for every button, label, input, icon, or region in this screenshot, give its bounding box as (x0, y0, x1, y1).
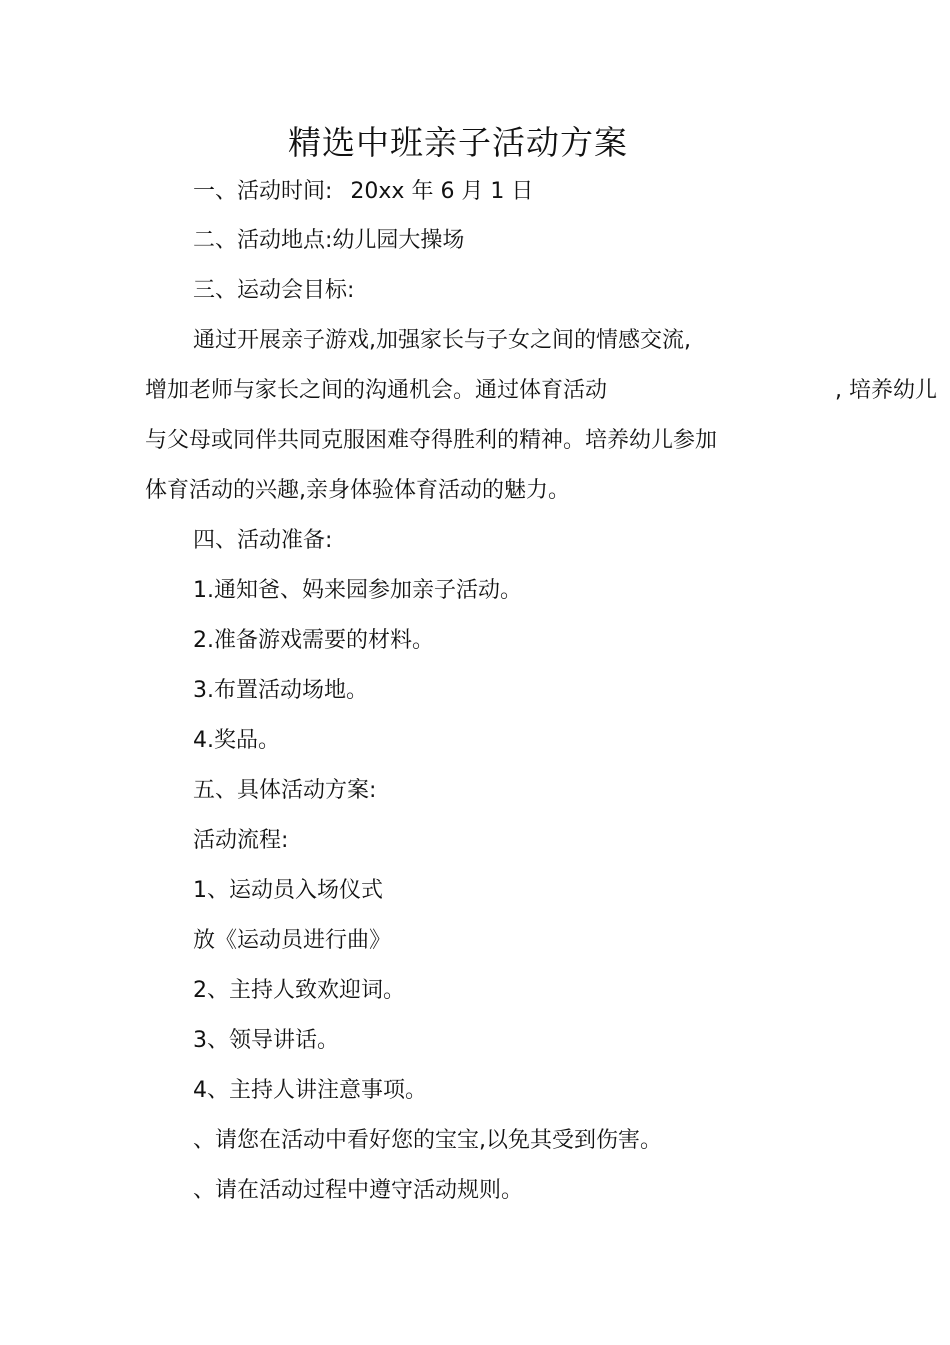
prep-item: 4.奖品。 (193, 728, 280, 753)
prep-item: 1.通知爸、妈来园参加亲子活动。 (193, 578, 522, 603)
goal-paragraph-line: 通过开展亲子游戏,加强家长与子女之间的情感交流, (193, 328, 691, 353)
goal-heading: 三、运动会目标: (193, 278, 355, 303)
document-title: 精选中班亲子活动方案 (288, 123, 628, 162)
flow-heading: 活动流程: (193, 828, 289, 853)
activity-time-label: 一、活动时间: (193, 179, 333, 204)
flow-item: 、请在活动过程中遵守活动规则。 (193, 1178, 524, 1203)
flow-item: 4、主持人讲注意事项。 (193, 1078, 427, 1103)
prep-item: 2.准备游戏需要的材料。 (193, 628, 434, 653)
prep-item: 3.布置活动场地。 (193, 678, 368, 703)
prep-heading: 四、活动准备: (193, 528, 333, 553)
plan-heading: 五、具体活动方案: (193, 778, 377, 803)
flow-item: 放《运动员进行曲》 (193, 928, 392, 953)
goal-paragraph-text: , 培养幼儿 (835, 378, 937, 403)
flow-item: 3、领导讲话。 (193, 1028, 339, 1053)
activity-place-line: 二、活动地点:幼儿园大操场 (193, 228, 465, 253)
activity-time-line (193, 177, 533, 207)
flow-item: 2、主持人致欢迎词。 (193, 978, 405, 1003)
goal-paragraph-text: 增加老师与家长之间的沟通机会。通过体育活动 (145, 378, 608, 403)
flow-item: 、请您在活动中看好您的宝宝,以免其受到伤害。 (193, 1128, 662, 1153)
goal-paragraph-line (145, 376, 937, 406)
goal-paragraph-line: 体育活动的兴趣,亲身体验体育活动的魅力。 (145, 478, 570, 503)
activity-time-value: 20xx 年 6 月 1 日 (350, 179, 534, 204)
goal-paragraph-line: 与父母或同伴共同克服困难夺得胜利的精神。培养幼儿参加 (145, 428, 718, 453)
flow-item: 1、运动员入场仪式 (193, 878, 383, 903)
